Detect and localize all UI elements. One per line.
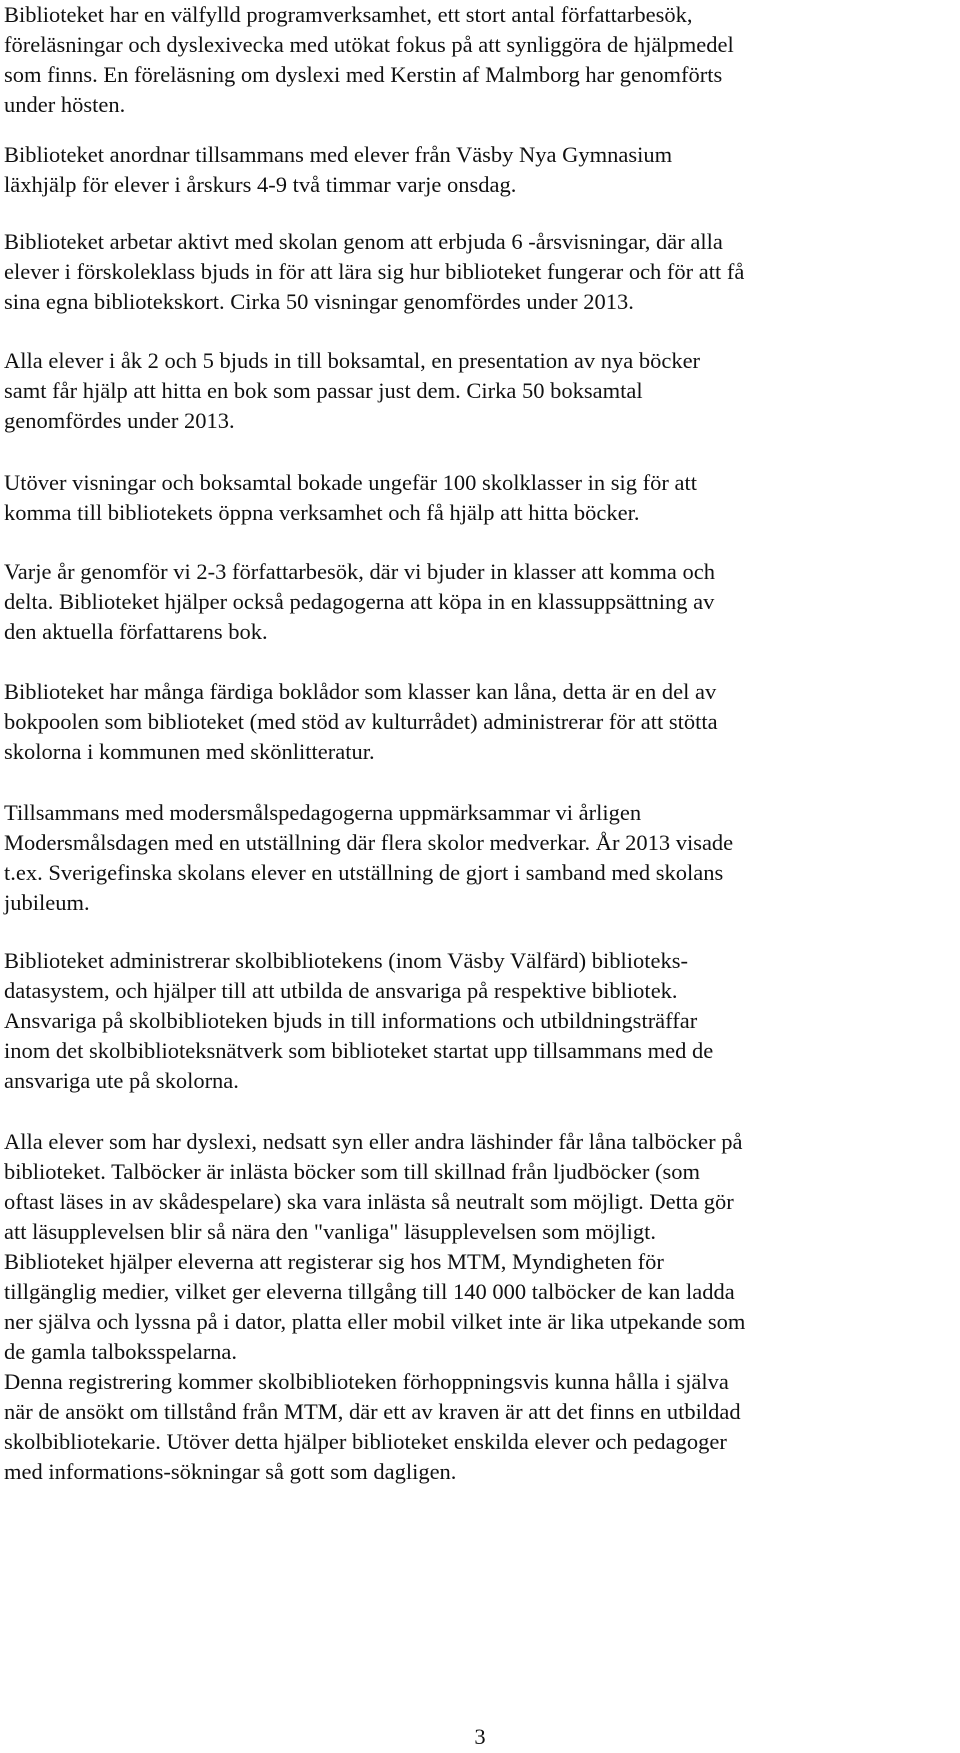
text-line: Denna registrering kommer skolbiblioteken förhoppningsvis kunna hålla i själva	[4, 1369, 729, 1394]
text-line: när de ansökt om tillstånd från MTM, där ett av kraven är att det finns en utbildad	[4, 1399, 741, 1424]
text-line: ansvariga ute på skolorna.	[4, 1068, 239, 1093]
text-line: under hösten.	[4, 92, 126, 117]
text-line: delta. Biblioteket hjälper också pedagogerna att köpa in en klassuppsättning av	[4, 589, 715, 614]
text-line: ner själva och lyssna på i dator, platta eller mobil vilket inte är lika utpekande som	[4, 1309, 746, 1334]
text-line: sina egna bibliotekskort. Cirka 50 visningar genomfördes under 2013.	[4, 289, 634, 314]
text-line: samt får hjälp att hitta en bok som passar just dem. Cirka 50 boksamtal	[4, 378, 643, 403]
text-line: Biblioteket arbetar aktivt med skolan genom att erbjuda 6 -årsvisningar, där alla	[4, 229, 723, 254]
text-line: biblioteket. Talböcker är inlästa böcker som till skillnad från ljudböcker (som	[4, 1159, 700, 1184]
paragraph-talking-books	[4, 1127, 958, 1487]
text-line: de gamla talboksspelarna.	[4, 1339, 238, 1364]
page-number: 3	[474, 1724, 486, 1749]
text-line: jubileum.	[4, 890, 90, 915]
paragraph-mother-tongue-day	[4, 798, 958, 918]
text-line: den aktuella författarens bok.	[4, 619, 268, 644]
text-line: skolorna i kommunen med skönlitteratur.	[4, 739, 375, 764]
text-line: Alla elever som har dyslexi, nedsatt syn eller andra läshinder får låna talböcker på	[4, 1129, 743, 1154]
text-line: komma till bibliotekets öppna verksamhet och få hjälp att hitta böcker.	[4, 500, 640, 525]
text-line: tillgänglig medier, vilket ger eleverna tillgång till 140 000 talböcker de kan ladda	[4, 1279, 735, 1304]
text-line: Biblioteket anordnar tillsammans med elever från Väsby Nya Gymnasium	[4, 142, 673, 167]
text-line: skolbibliotekarie. Utöver detta hjälper biblioteket enskilda elever och pedagoger	[4, 1429, 727, 1454]
paragraph-school-library-admin	[4, 946, 958, 1096]
text-line: oftast läses in av skådespelare) ska vara inlästa så neutralt som möjligt. Detta gör	[4, 1189, 734, 1214]
paragraph-homework-help	[4, 140, 958, 200]
text-line: Alla elever i åk 2 och 5 bjuds in till boksamtal, en presentation av nya böcker	[4, 348, 701, 373]
paragraph-book-boxes	[4, 677, 958, 767]
paragraph-preschool-visits	[4, 227, 958, 317]
text-line: Biblioteket hjälper eleverna att registerar sig hos MTM, Myndigheten för	[4, 1249, 664, 1274]
text-line: att läsupplevelsen blir så nära den "vanliga" läsupplevelsen som möjligt.	[4, 1219, 656, 1244]
text-line: Utöver visningar och boksamtal bokade ungefär 100 skolklasser in sig för att	[4, 470, 697, 495]
text-line: Varje år genomför vi 2-3 författarbesök, där vi bjuder in klasser att komma och	[4, 559, 716, 584]
text-line: Modersmålsdagen med en utställning där flera skolor medverkar. År 2013 visade	[4, 830, 734, 855]
text-line: t.ex. Sverigefinska skolans elever en utställning de gjort i samband med skolans	[4, 860, 724, 885]
text-line: inom det skolbiblioteksnätverk som biblioteket startat upp tillsammans med de	[4, 1038, 714, 1063]
text-line: genomfördes under 2013.	[4, 408, 235, 433]
text-line: Tillsammans med modersmålspedagogerna uppmärksammar vi årligen	[4, 800, 642, 825]
paragraph-class-visits	[4, 468, 958, 528]
text-line: med informations-sökningar så gott som dagligen.	[4, 1459, 457, 1484]
text-line: Biblioteket har många färdiga boklådor som klasser kan låna, detta är en del av	[4, 679, 717, 704]
paragraph-book-talks	[4, 346, 958, 436]
text-line: föreläsningar och dyslexivecka med utökat fokus på att synliggöra de hjälpmedel	[4, 32, 734, 57]
text-line: Ansvariga på skolbiblioteken bjuds in till informations och utbildningsträffar	[4, 1008, 698, 1033]
text-line: Biblioteket har en välfylld programverksamhet, ett stort antal författarbesök,	[4, 2, 693, 27]
text-line: som finns. En föreläsning om dyslexi med Kerstin af Malmborg har genomförts	[4, 62, 723, 87]
text-line: elever i förskoleklass bjuds in för att lära sig hur biblioteket fungerar och för att få	[4, 259, 745, 284]
text-line: bokpoolen som biblioteket (med stöd av kulturrådet) administrerar för att stötta	[4, 709, 718, 734]
text-line: läxhjälp för elever i årskurs 4-9 två timmar varje onsdag.	[4, 172, 517, 197]
text-line: Biblioteket administrerar skolbibliotekens (inom Väsby Välfärd) biblioteks-	[4, 948, 689, 973]
paragraph-program	[4, 0, 958, 120]
paragraph-author-visits	[4, 557, 958, 647]
text-line: datasystem, och hjälper till att utbilda de ansvariga på respektive bibliotek.	[4, 978, 678, 1003]
